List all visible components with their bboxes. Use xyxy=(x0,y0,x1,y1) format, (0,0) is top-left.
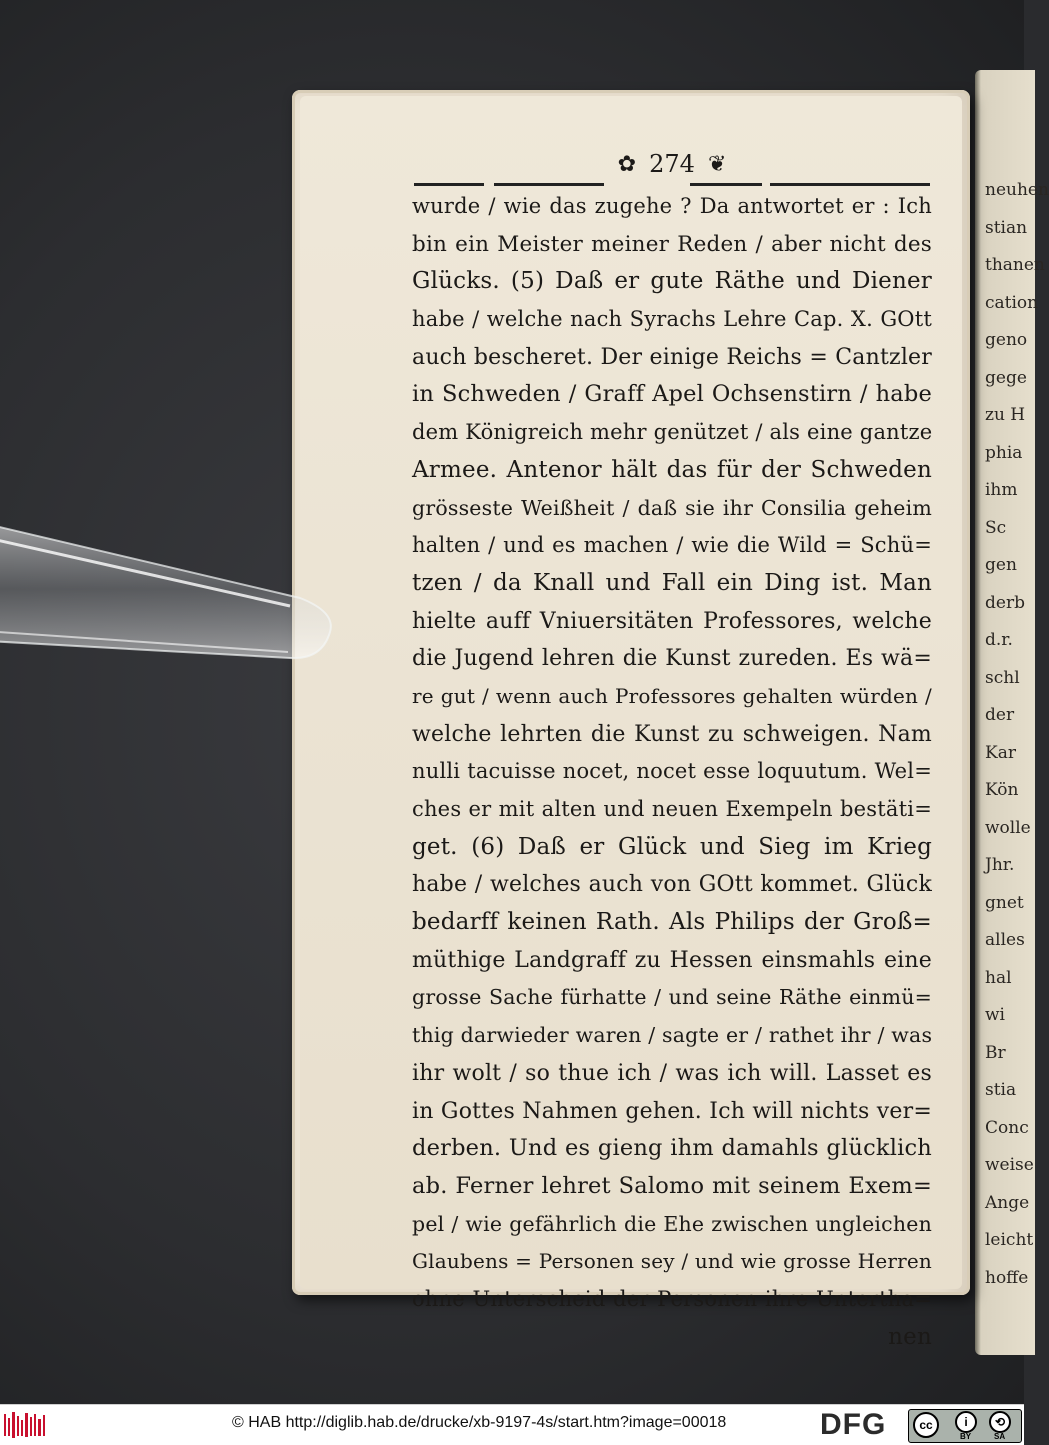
copyright-text[interactable]: © HAB http://diglib.hab.de/drucke/xb-9197-4s/start.htm?image=00018 xyxy=(232,1414,727,1431)
text-line: Armee. Antenor hält das für der Schweden xyxy=(412,456,932,483)
adjacent-page-fragment: thanen xyxy=(985,255,1045,275)
hab-barcode-logo-icon xyxy=(4,1412,46,1438)
adjacent-page-fragment: weise xyxy=(985,1155,1034,1175)
header-rule-mid-left xyxy=(494,183,604,186)
adjacent-page-fragment: hal xyxy=(985,967,1012,988)
text-line: wurde / wie das zugehe ? Da antwortet er : Ich xyxy=(412,194,932,218)
text-line: Glaubens = Personen sey / und wie grosse Herren xyxy=(412,1249,932,1274)
text-line: auch bescheret. Der einige Reichs = Cantzler xyxy=(412,344,932,370)
adjacent-page-fragment: phia xyxy=(985,442,1023,463)
text-line: dem Königreich mehr genützet / als eine gantze xyxy=(412,420,933,445)
text-line: ihr wolt / so thue ich / was ich will. Lasset es xyxy=(412,1060,932,1086)
page-body-text xyxy=(412,188,932,1356)
adjacent-page-fragment: d.r. xyxy=(985,630,1013,650)
text-line: ab. Ferner lehret Salomo mit seinem Exem= xyxy=(412,1172,932,1199)
page-number: 274 xyxy=(649,150,695,178)
text-line: in Schweden / Graff Apel Ochsenstirn / habe xyxy=(412,381,932,408)
text-line: re gut / wenn auch Professores gehalten würden / xyxy=(412,683,932,708)
adjacent-page-fragment: Kön xyxy=(985,780,1019,800)
adjacent-page-fragment: ihm xyxy=(985,480,1018,500)
adjacent-page-fragment: zu H xyxy=(985,405,1026,425)
adjacent-page-fragment: stian xyxy=(985,217,1028,238)
adjacent-page-fragment: gen xyxy=(985,555,1017,575)
adjacent-page-fragment: Jhr. xyxy=(985,855,1015,875)
dfg-logo: DFG xyxy=(820,1408,887,1441)
ornament-right-icon: ❦ xyxy=(708,151,727,177)
text-line: get. (6) Daß er Glück und Sieg im Krieg xyxy=(412,833,932,860)
adjacent-page-fragment: gnet xyxy=(985,892,1024,913)
header-rule-mid-right xyxy=(690,183,762,186)
text-line: derben. Und es gieng ihm damahls glücklich xyxy=(412,1135,932,1162)
sa-label: SA xyxy=(994,1432,1006,1441)
text-line: bin ein Meister meiner Reden / aber nicht des xyxy=(412,231,932,257)
adjacent-page-fragment: Conc xyxy=(985,1117,1029,1138)
text-line: halten / und es machen / wie die Wild = Schü= xyxy=(412,533,932,558)
text-line: nulli tacuisse nocet, nocet esse loquutum. Wel= xyxy=(412,759,932,784)
adjacent-page-fragment: alles xyxy=(985,930,1025,950)
ornament-left-icon: ✿ xyxy=(617,151,636,177)
adjacent-page-fragment: schl xyxy=(985,667,1020,688)
sa-icon: ⟲ xyxy=(989,1411,1011,1433)
adjacent-page-fragment: stia xyxy=(985,1080,1017,1100)
adjacent-page-fragment: cation xyxy=(985,292,1039,313)
adjacent-page-fragment: geno xyxy=(985,330,1028,350)
adjacent-page-fragment: Sc xyxy=(985,517,1007,538)
adjacent-page-fragment: hoffe xyxy=(985,1267,1029,1288)
adjacent-page-fragment: derb xyxy=(985,592,1025,613)
text-line: thig darwieder waren / sagte er / rathet ihr / was xyxy=(412,1023,933,1048)
text-line: grosse Sache fürhatte / und seine Räthe einmü= xyxy=(412,985,932,1010)
adjacent-page-fragment: gege xyxy=(985,367,1027,388)
by-icon: i xyxy=(955,1411,977,1433)
text-line: habe / welche nach Syrachs Lehre Cap. X. GOtt xyxy=(412,307,932,332)
footer-bar xyxy=(0,1404,1024,1445)
by-label: BY xyxy=(960,1432,972,1441)
text-line: ches er mit alten und neuen Exempeln bestäti= xyxy=(412,797,932,821)
adjacent-page-fragment: Br xyxy=(985,1042,1006,1063)
text-line: bedarff keinen Rath. Als Philips der Groß= xyxy=(412,909,932,936)
adjacent-page-edge xyxy=(975,70,1049,1355)
adjacent-page-fragment: Ange xyxy=(985,1192,1030,1213)
adjacent-page-fragment: der xyxy=(985,705,1015,725)
text-line: grösseste Weißheit / daß sie ihr Consilia geheim xyxy=(412,495,932,520)
text-line: die Jugend lehren die Kunst zureden. Es wä= xyxy=(412,646,932,672)
cc-icon: cc xyxy=(913,1412,939,1438)
text-line: pel / wie gefährlich die Ehe zwischen ungleichen xyxy=(412,1211,932,1236)
text-line: tzen / da Knall und Fall ein Ding ist. Man xyxy=(412,569,932,596)
adjacent-page-fragment: leicht xyxy=(985,1230,1034,1250)
adjacent-page-fragment: wi xyxy=(985,1005,1005,1025)
text-line: ohne Unterscheid der Personen ihre Untertha= xyxy=(412,1286,932,1311)
text-line: welche lehrten die Kunst zu schweigen. Nam xyxy=(412,721,932,747)
adjacent-page-fragment: Kar xyxy=(985,742,1016,763)
text-line: nen xyxy=(888,1323,932,1350)
adjacent-page-fragment: wolle xyxy=(985,817,1031,838)
adjacent-page-fragment: neuhen xyxy=(985,180,1049,200)
text-line: Glücks. (5) Daß er gute Räthe und Diener xyxy=(412,268,932,295)
header-rule-left xyxy=(414,183,484,186)
text-line: müthige Landgraff zu Hessen einsmahls eine xyxy=(412,947,932,973)
header-rule-right xyxy=(770,183,930,186)
cc-license-badge[interactable] xyxy=(908,1409,1022,1443)
text-line: hielte auff Vniuersitäten Professores, welche xyxy=(412,608,932,634)
text-line: in Gottes Nahmen gehen. Ich will nichts ver= xyxy=(412,1098,932,1124)
text-line: habe / welches auch von GOtt kommet. Glück xyxy=(412,872,932,898)
